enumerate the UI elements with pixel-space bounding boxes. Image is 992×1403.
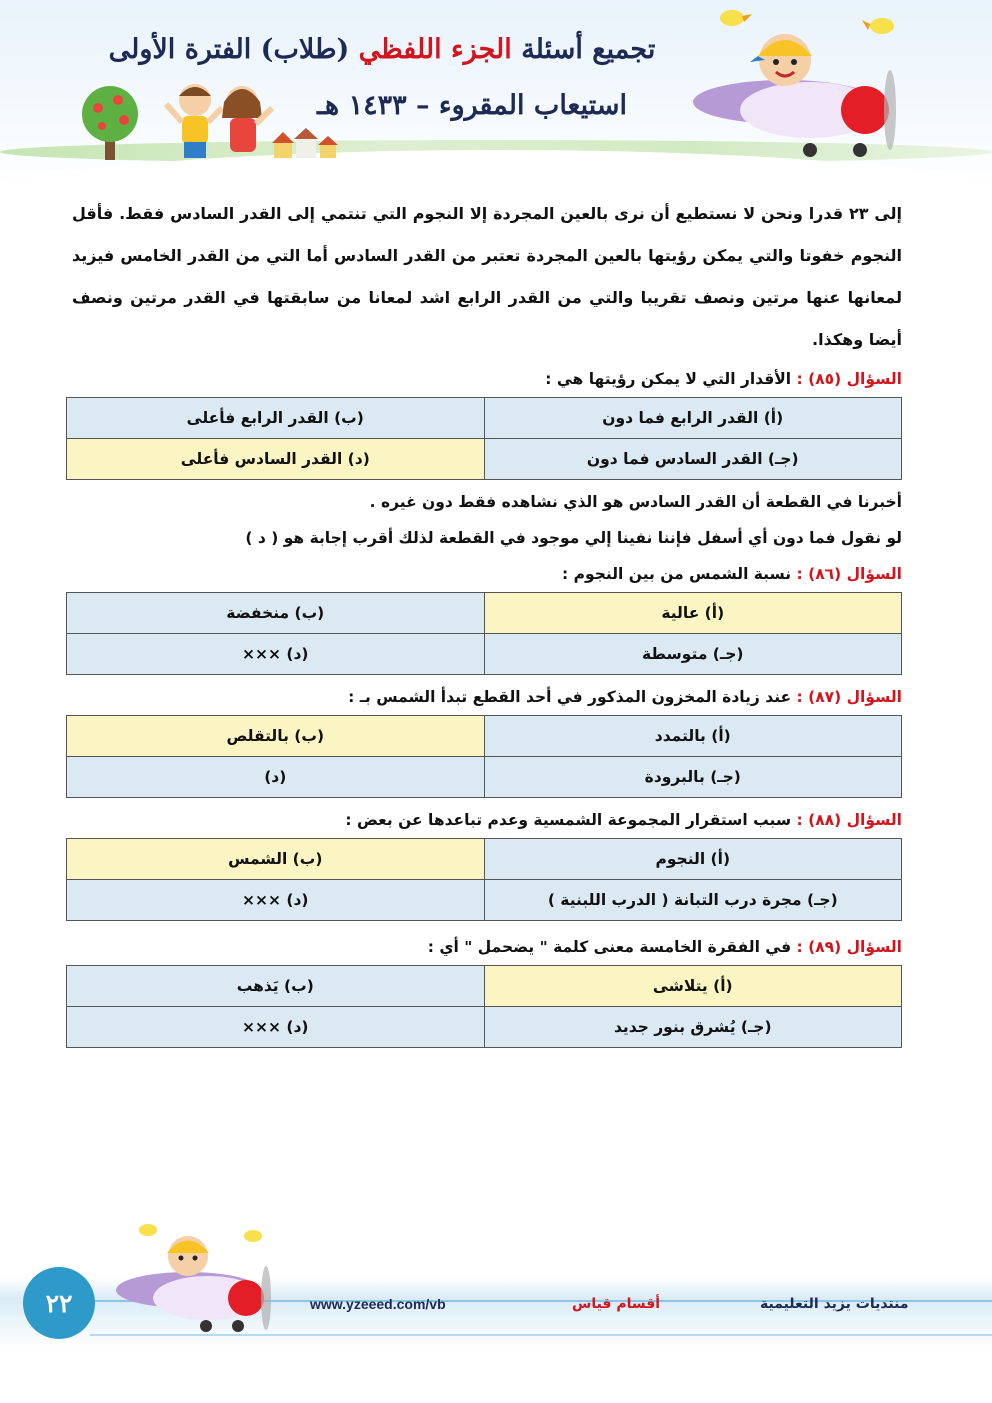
options-table-85 <box>66 397 902 480</box>
question-label: السؤال (٨٩) : <box>796 938 902 956</box>
page-subtitle: استيعاب المقروء – ١٤٣٣ هـ <box>317 90 627 121</box>
option-b: (ب) منخفضة <box>67 593 485 634</box>
footer-site-name: منتديات يزيد التعليمية <box>760 1296 909 1312</box>
question-text: سبب استقرار المجموعة الشمسية وعدم تباعدها عن بعض : <box>345 811 792 829</box>
question-label: السؤال (٨٨) : <box>796 811 902 829</box>
question-label: السؤال (٨٥) : <box>796 370 902 388</box>
page-header <box>0 0 992 190</box>
question-88 <box>72 802 902 838</box>
page-number-badge: ٢٢ <box>23 1267 95 1339</box>
options-table-88 <box>66 838 902 921</box>
option-c: (جـ) متوسطة <box>484 634 902 675</box>
explanation-note-2: لو نقول فما دون أي أسفل فإننا نفينا إلي موجود في القطعة لذلك أقرب إجابة هو ( د ) <box>245 529 902 547</box>
bird-icon <box>712 2 752 32</box>
title-part-2: الجزء اللفظي <box>358 34 512 65</box>
option-b: (ب) القدر الرابع فأعلى <box>67 398 485 439</box>
option-d: (د) ××× <box>67 1007 485 1048</box>
footer-url[interactable]: www.yzeeed.com/vb <box>310 1296 446 1312</box>
question-label: السؤال (٨٧) : <box>796 688 902 706</box>
question-text: عند زيادة المخزون المذكور في أحد القطع تبدأ الشمس بـ : <box>348 688 792 706</box>
footer-airplane-illustration <box>108 1218 288 1338</box>
options-table-86 <box>66 592 902 675</box>
option-b-answer: (ب) بالتقلص <box>67 716 485 757</box>
option-d: (د) <box>67 757 485 798</box>
houses-illustration <box>270 128 340 162</box>
explanation-note-1: أخبرنا في القطعة أن القدر السادس هو الذي نشاهده فقط دون غيره . <box>369 493 902 511</box>
footer-section: أقسام قياس <box>572 1296 661 1312</box>
option-b: (ب) يَذهب <box>67 966 485 1007</box>
option-d: (د) ××× <box>67 880 485 921</box>
page-content <box>72 193 902 1048</box>
question-text: في الفقرة الخامسة معنى كلمة " يضحمل " أي : <box>427 938 792 956</box>
option-a-answer: (أ) عالية <box>484 593 902 634</box>
option-a: (أ) القدر الرابع فما دون <box>484 398 902 439</box>
option-c: (جـ) القدر السادس فما دون <box>484 439 902 480</box>
option-b-answer: (ب) الشمس <box>67 839 485 880</box>
airplane-illustration <box>690 22 920 162</box>
options-table-89 <box>66 965 902 1048</box>
question-85 <box>72 361 902 397</box>
option-a-answer: (أ) يتلاشى <box>484 966 902 1007</box>
title-part-3: (طلاب) الفترة الأولى <box>108 34 350 65</box>
option-d-answer: (د) القدر السادس فأعلى <box>67 439 485 480</box>
question-86 <box>72 556 902 592</box>
page-title <box>102 34 662 65</box>
question-text: الأقدار التي لا يمكن رؤيتها هي : <box>545 370 792 388</box>
passage-text: إلى ٢٣ قدرا ونحن لا نستطيع أن نرى بالعين المجردة إلا النجوم التي تنتمي إلى القدر السادس فقط. فأقل النجوم خفوتا والتي يمكن رؤيتها بالعين المجردة تعتبر من القدر السادس أما التي من القدر الخامس فيزيد لمعانها عنها مرتين ونصف تقريبا والتي من القدر الرابع اشد لمعانا من سابقتها في القدر مرتين ونصف أيضا وهكذا. <box>72 204 902 349</box>
option-c: (جـ) بالبرودة <box>484 757 902 798</box>
question-89 <box>72 929 902 965</box>
question-87 <box>72 679 902 715</box>
children-illustration <box>160 78 280 168</box>
option-a: (أ) النجوم <box>484 839 902 880</box>
option-c: (جـ) مجرة درب التبانة ( الدرب اللبنية ) <box>484 880 902 921</box>
tree-illustration <box>68 82 158 162</box>
question-label: السؤال (٨٦) : <box>796 565 902 583</box>
question-text: نسبة الشمس من بين النجوم : <box>562 565 792 583</box>
option-a: (أ) بالتمدد <box>484 716 902 757</box>
title-part-1: تجميع أسئلة <box>521 34 656 65</box>
option-d: (د) ××× <box>67 634 485 675</box>
option-c: (جـ) يُشرق بنور جديد <box>484 1007 902 1048</box>
options-table-87 <box>66 715 902 798</box>
bird-icon <box>862 10 902 40</box>
